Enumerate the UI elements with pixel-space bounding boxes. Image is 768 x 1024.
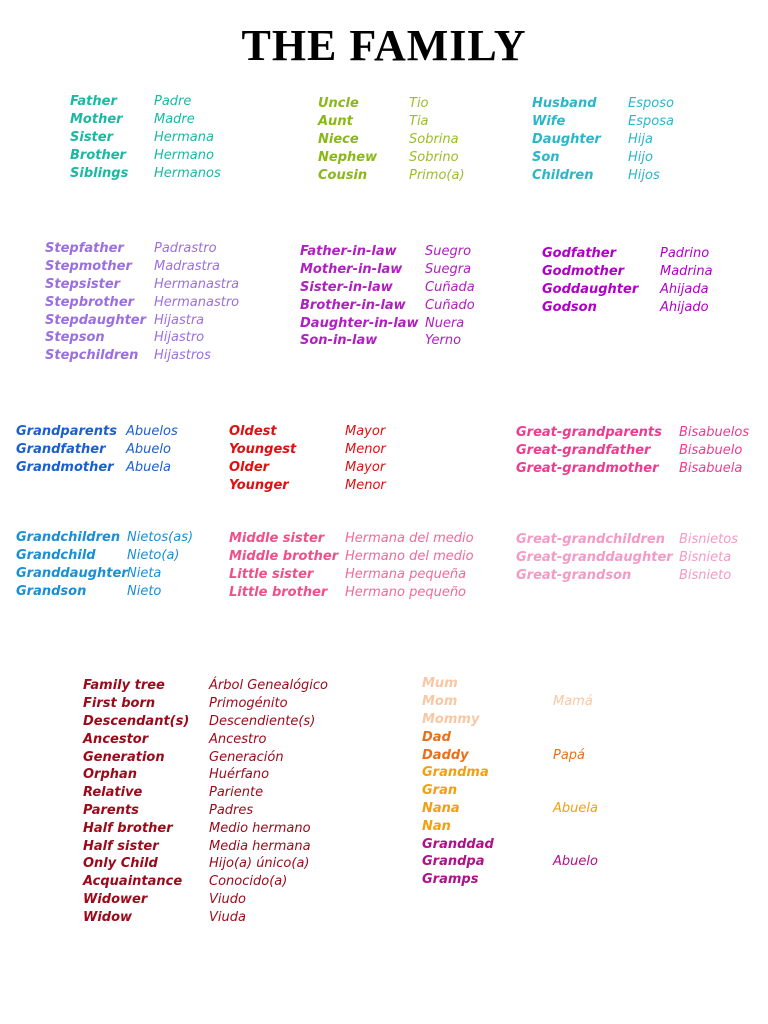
nickname-row <box>422 853 598 871</box>
english-term: Father-in-law <box>300 244 397 260</box>
spanish-term: Padrastro <box>154 241 217 257</box>
vocab-row <box>318 113 465 131</box>
vocab-row <box>532 113 674 131</box>
spanish-term: Hijastra <box>154 312 205 328</box>
vocab-row <box>516 567 738 585</box>
spanish-term: Cuñada <box>425 279 475 295</box>
vocab-row <box>229 566 474 584</box>
english-term: Middle brother <box>229 549 339 565</box>
vocab-row <box>300 296 475 314</box>
english-term: Widow <box>83 909 133 925</box>
spanish-term: Suegra <box>425 262 472 278</box>
english-term: Granddaughter <box>16 565 128 581</box>
vocab-row <box>16 459 178 477</box>
spanish-term: Viudo <box>209 891 246 907</box>
spanish-term: Tia <box>409 114 429 130</box>
group-extended <box>318 95 465 184</box>
spanish-term: Viuda <box>209 909 246 925</box>
group-greatgrandchildren <box>516 531 738 584</box>
vocab-row <box>229 476 386 494</box>
group-middle <box>229 530 474 601</box>
group-nicknames <box>422 675 598 889</box>
english-term: Stepson <box>45 330 105 346</box>
spanish-term: Abuela <box>126 459 171 475</box>
english-term: Daddy <box>422 747 469 763</box>
vocab-row <box>300 332 475 350</box>
english-term: Gran <box>422 783 458 799</box>
nickname-row <box>422 764 598 782</box>
vocab-row <box>516 442 749 460</box>
spanish-term: Hermano del medio <box>345 549 474 565</box>
english-term: Son-in-law <box>300 333 378 349</box>
spanish-term: Padre <box>154 94 192 110</box>
english-term: Sister-in-law <box>300 279 393 295</box>
english-term: Mother-in-law <box>300 262 403 278</box>
spanish-term: Bisnieto <box>679 567 732 583</box>
group-god <box>542 245 713 316</box>
vocab-row <box>83 784 328 802</box>
spanish-term: Nieto(a) <box>127 548 180 564</box>
english-term: Dad <box>422 729 451 745</box>
spanish-term: Esposa <box>628 114 674 130</box>
english-term: Half sister <box>83 838 159 854</box>
spanish-term: Hermano <box>154 147 214 163</box>
english-term: Grandson <box>16 583 87 599</box>
english-term: Cousin <box>318 167 368 183</box>
spanish-term: Padrino <box>660 246 710 262</box>
vocab-row <box>83 695 328 713</box>
english-term: Acquaintance <box>83 874 183 890</box>
vocab-row <box>16 529 193 547</box>
spanish-term: Padres <box>209 802 254 818</box>
spanish-term: Hermano pequeño <box>345 584 467 600</box>
english-term: Granddad <box>422 836 494 852</box>
vocab-row <box>516 549 738 567</box>
english-term: Great-grandparents <box>516 425 662 441</box>
spanish-term: Tio <box>409 96 429 112</box>
spanish-term: Conocido(a) <box>209 874 288 890</box>
vocab-row <box>229 548 474 566</box>
english-term: Only Child <box>83 856 158 872</box>
spanish-term: Nuera <box>425 315 465 331</box>
spanish-term: Abuelos <box>126 424 178 440</box>
spanish-term: Primo(a) <box>409 167 465 183</box>
spanish-term: Ahijado <box>660 299 709 315</box>
english-term: Little brother <box>229 584 328 600</box>
vocab-row <box>318 148 465 166</box>
english-term: Grandchild <box>16 548 96 564</box>
group-grandparents <box>16 423 178 476</box>
group-misc <box>83 677 328 926</box>
english-term: Grandpa <box>422 854 485 870</box>
spanish-term: Yerno <box>425 333 462 349</box>
vocab-row <box>83 766 328 784</box>
vocab-row <box>70 111 221 129</box>
spanish-term: Menor <box>345 442 386 458</box>
nickname-row <box>422 675 598 693</box>
english-term: Oldest <box>229 424 277 440</box>
spanish-term: Generación <box>209 749 284 765</box>
group-age <box>229 423 386 494</box>
english-term: Generation <box>83 749 165 765</box>
nickname-row <box>422 746 598 764</box>
spanish-term: Cuñado <box>425 297 475 313</box>
english-term: Descendant(s) <box>83 713 190 729</box>
group-inlaws <box>300 243 475 350</box>
vocab-row <box>45 311 239 329</box>
spanish-term: Madre <box>154 112 195 128</box>
spanish-term: Madrina <box>660 264 713 280</box>
english-term: Godson <box>542 299 597 315</box>
spanish-term: Bisabuelo <box>679 443 743 459</box>
group-grandchildren <box>16 529 193 600</box>
english-term: Grandfather <box>16 442 106 458</box>
english-term: Older <box>229 459 270 475</box>
english-term: Stepbrother <box>45 294 135 310</box>
english-term: Grandchildren <box>16 530 121 546</box>
vocab-row <box>516 460 749 478</box>
spanish-term: Medio hermano <box>209 820 311 836</box>
vocab-row <box>300 279 475 297</box>
vocab-row <box>70 146 221 164</box>
english-term: Aunt <box>318 114 353 130</box>
english-term: Nephew <box>318 149 378 165</box>
spanish-term: Hijastros <box>154 348 211 364</box>
english-term: Ancestor <box>83 731 149 747</box>
english-term: Grandma <box>422 765 489 781</box>
english-term: Relative <box>83 785 143 801</box>
spanish-term: Sobrina <box>409 131 459 147</box>
english-term: Nana <box>422 800 460 816</box>
spanish-term: Nietos(as) <box>127 530 194 546</box>
vocab-row <box>83 855 328 873</box>
spanish-term: Mayor <box>345 424 386 440</box>
vocab-row <box>45 276 239 294</box>
spanish-term: Madrastra <box>154 259 220 275</box>
vocab-row <box>318 95 465 113</box>
english-term: Wife <box>532 114 566 130</box>
spanish-term: Abuela <box>553 800 598 816</box>
english-term: Husband <box>532 96 597 112</box>
english-term: Grandparents <box>16 424 117 440</box>
spanish-term: Bisnieta <box>679 550 732 566</box>
vocab-row <box>229 459 386 477</box>
vocab-row <box>532 95 674 113</box>
vocab-row <box>532 131 674 149</box>
english-term: Grandmother <box>16 459 114 475</box>
english-term: Widower <box>83 891 148 907</box>
english-term: Gramps <box>422 872 479 888</box>
english-term: Parents <box>83 802 139 818</box>
english-term: Mother <box>70 112 123 128</box>
english-term: Great-grandfather <box>516 443 651 459</box>
english-term: Great-grandson <box>516 567 632 583</box>
spanish-term: Hermanastra <box>154 276 240 292</box>
vocab-row <box>318 131 465 149</box>
spanish-term: Hijastro <box>154 330 205 346</box>
vocab-row <box>542 281 713 299</box>
spanish-term: Mayor <box>345 459 386 475</box>
english-term: Father <box>70 94 117 110</box>
spanish-term: Pariente <box>209 785 264 801</box>
vocab-row <box>16 582 193 600</box>
vocab-row <box>83 837 328 855</box>
spanish-term: Papá <box>553 747 586 763</box>
vocab-row <box>83 677 328 695</box>
spanish-term: Descendiente(s) <box>209 713 316 729</box>
english-term: Godfather <box>542 246 617 262</box>
vocab-row <box>83 748 328 766</box>
vocab-row <box>45 240 239 258</box>
spanish-term: Hermana <box>154 129 214 145</box>
spanish-term: Sobrino <box>409 149 459 165</box>
spanish-term: Árbol Genealógico <box>209 678 328 694</box>
vocab-row <box>532 166 674 184</box>
vocab-row <box>83 713 328 731</box>
nickname-row <box>422 711 598 729</box>
english-term: Uncle <box>318 96 359 112</box>
vocab-row <box>70 164 221 182</box>
vocab-row <box>83 908 328 926</box>
spanish-term: Abuelo <box>126 442 171 458</box>
spanish-term: Hijo <box>628 149 653 165</box>
spanish-term: Nieta <box>127 565 162 581</box>
vocab-row <box>45 347 239 365</box>
vocab-row <box>532 148 674 166</box>
english-term: Mum <box>422 676 458 692</box>
spanish-term: Ancestro <box>209 731 267 747</box>
english-term: Mommy <box>422 711 480 727</box>
spanish-term: Bisabuelos <box>679 425 750 441</box>
vocab-row <box>70 129 221 147</box>
english-term: First born <box>83 696 156 712</box>
english-term: Middle sister <box>229 531 325 547</box>
english-term: Goddaughter <box>542 281 639 297</box>
vocab-row <box>229 583 474 601</box>
vocab-row <box>542 263 713 281</box>
english-term: Brother <box>70 147 126 163</box>
vocab-row <box>83 873 328 891</box>
english-term: Stepdaughter <box>45 312 147 328</box>
nickname-row <box>422 835 598 853</box>
group-immediate <box>70 93 221 182</box>
spanish-term: Huérfano <box>209 767 270 783</box>
spanish-term: Nieto <box>127 583 162 599</box>
english-term: Orphan <box>83 767 138 783</box>
spanish-term: Hermanastro <box>154 294 240 310</box>
spanish-term: Bisnietos <box>679 532 738 548</box>
vocab-row <box>516 531 738 549</box>
english-term: Siblings <box>70 165 129 181</box>
vocab-row <box>318 166 465 184</box>
page-title: THE FAMILY <box>241 21 527 70</box>
english-term: Daughter <box>532 131 601 147</box>
english-term: Great-grandmother <box>516 460 659 476</box>
spanish-term: Hermana del medio <box>345 531 474 547</box>
group-spouse <box>532 95 674 184</box>
spanish-term: Hermanos <box>154 165 221 181</box>
spanish-term: Hija <box>628 131 653 147</box>
english-term: Stepfather <box>45 241 124 257</box>
spanish-term: Suegro <box>425 244 472 260</box>
vocab-row <box>300 314 475 332</box>
nickname-row <box>422 800 598 818</box>
vocab-row <box>45 258 239 276</box>
spanish-term: Bisabuela <box>679 460 743 476</box>
english-term: Little sister <box>229 566 314 582</box>
vocab-row <box>542 245 713 263</box>
vocab-row <box>83 730 328 748</box>
english-term: Youngest <box>229 442 297 458</box>
vocab-row <box>83 891 328 909</box>
english-term: Daughter-in-law <box>300 315 419 331</box>
vocab-row <box>16 547 193 565</box>
spanish-term: Hijos <box>628 167 660 183</box>
vocab-row <box>229 423 386 441</box>
english-term: Mom <box>422 694 458 710</box>
vocab-row <box>300 261 475 279</box>
spanish-term: Menor <box>345 477 386 493</box>
vocab-row <box>16 565 193 583</box>
vocab-row <box>83 802 328 820</box>
spanish-term: Hermana pequeña <box>345 566 467 582</box>
group-step <box>45 240 239 365</box>
spanish-term: Media hermana <box>209 838 311 854</box>
english-term: Stepsister <box>45 276 121 292</box>
spanish-term: Primogénito <box>209 696 288 712</box>
group-greatgrandparents <box>516 424 749 477</box>
english-term: Great-granddaughter <box>516 550 673 566</box>
vocab-row <box>516 424 749 442</box>
nickname-row <box>422 817 598 835</box>
english-term: Sister <box>70 129 113 145</box>
vocab-row <box>16 423 178 441</box>
spanish-term: Esposo <box>628 96 674 112</box>
vocab-row <box>45 329 239 347</box>
nickname-row <box>422 782 598 800</box>
vocab-row <box>300 243 475 261</box>
english-term: Son <box>532 149 560 165</box>
english-term: Children <box>532 167 594 183</box>
english-term: Stepmother <box>45 259 132 275</box>
english-term: Niece <box>318 131 359 147</box>
vocab-row <box>16 441 178 459</box>
english-term: Great-grandchildren <box>516 532 665 548</box>
vocab-row <box>229 441 386 459</box>
nickname-row <box>422 693 598 711</box>
english-term: Stepchildren <box>45 348 139 364</box>
spanish-term: Mamá <box>553 694 593 710</box>
vocab-row <box>229 530 474 548</box>
english-term: Nan <box>422 818 451 834</box>
spanish-term: Ahijada <box>660 281 709 297</box>
nickname-row <box>422 728 598 746</box>
english-term: Godmother <box>542 264 625 280</box>
vocab-row <box>83 819 328 837</box>
vocab-row <box>70 93 221 111</box>
spanish-term: Hijo(a) único(a) <box>209 856 310 872</box>
nickname-row <box>422 871 598 889</box>
english-term: Younger <box>229 477 289 493</box>
spanish-term: Abuelo <box>553 854 598 870</box>
english-term: Half brother <box>83 820 173 836</box>
vocab-row <box>45 293 239 311</box>
english-term: Family tree <box>83 678 165 694</box>
vocab-row <box>542 298 713 316</box>
english-term: Brother-in-law <box>300 297 406 313</box>
